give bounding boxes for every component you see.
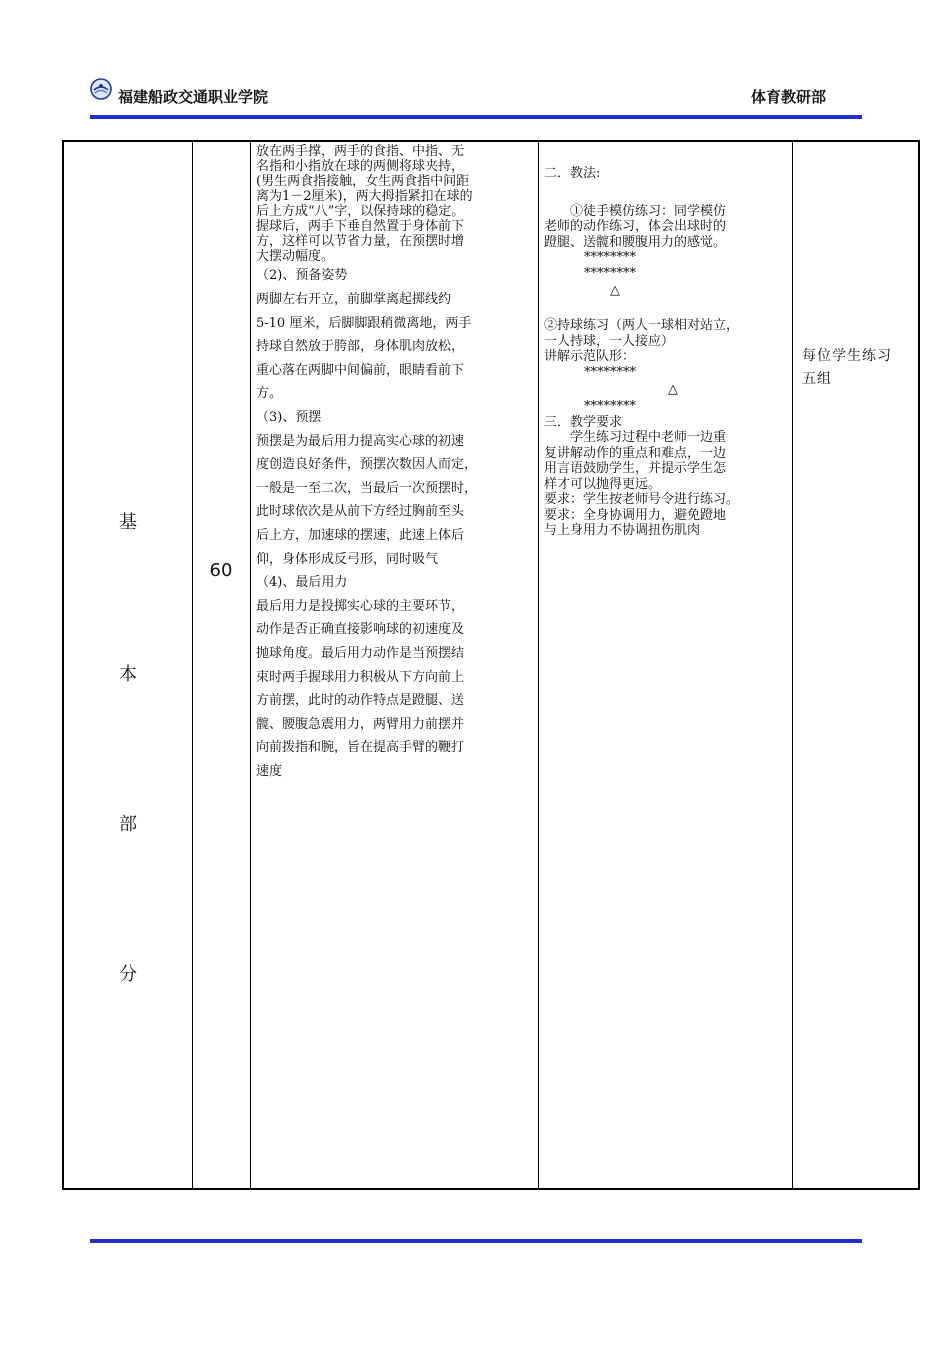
organization-line: 每位学生练习 <box>802 348 892 364</box>
requirements-heading: 三．教学要求 <box>544 414 623 430</box>
content-line: 名指和小指放在球的两侧将球夹持， <box>256 159 465 174</box>
method-line: 老师的动作练习，体会出球时的 <box>544 219 727 234</box>
requirement-line: 学生练习过程中老师一边重 <box>570 430 727 445</box>
formation-row: ******** <box>584 250 636 265</box>
column-divider <box>792 142 793 1188</box>
method-line: 讲解示范队形： <box>544 349 636 364</box>
requirement-line: 用言语鼓励学生，并提示学生怎 <box>544 461 727 476</box>
requirement-line: 样才可以抛得更远。 <box>544 476 662 492</box>
formation-row: ******** <box>584 265 636 281</box>
content-line: 速度 <box>256 763 283 779</box>
requirement-line: 要求：全身协调用力，避免蹬地 <box>544 507 727 523</box>
section-char: 基 <box>119 512 137 533</box>
content-line: 预摆是为最后用力提高实心球的初速 <box>256 433 465 449</box>
method-column <box>544 166 792 539</box>
content-column <box>256 144 538 783</box>
content-line: 方，这样可以节省力量，在预摆时增 <box>256 234 465 249</box>
teacher-marker: △ <box>668 382 678 397</box>
requirement-line: 要求：学生按老师号令进行练习。 <box>544 492 740 507</box>
content-line: 持球自然放于胯部，身体肌肉放松， <box>256 339 465 355</box>
content-line: 方。 <box>256 386 283 402</box>
content-line: （4)、最后用力 <box>256 575 348 591</box>
content-line: 束时两手握球用力积极从下方向前上 <box>256 669 465 685</box>
content-line: 仰，身体形成反弓形，同时吸气 <box>256 551 439 567</box>
school-name: 福建船政交通职业学院 <box>118 88 269 106</box>
duration-minutes: 60 <box>209 560 233 581</box>
requirement-line: 复讲解动作的重点和难点，一边 <box>544 445 727 461</box>
requirement-line: 与上身用力不协调扭伤肌肉 <box>544 523 701 538</box>
content-line: 动作是否正确直接影响球的初速度及 <box>256 622 465 638</box>
page-header <box>90 76 862 116</box>
content-line: （2)、预备姿势 <box>256 268 348 283</box>
content-line: 两脚左右开立，前脚掌离起掷线约 <box>256 292 452 307</box>
section-char: 本 <box>119 664 137 685</box>
section-char: 分 <box>119 964 137 985</box>
content-line: 方前摆，此时的动作特点是蹬腿、送 <box>256 693 465 709</box>
header-rule <box>90 115 862 119</box>
content-line: 此时球依次是从前下方经过胸前至头 <box>256 504 465 520</box>
section-char: 部 <box>119 814 137 835</box>
content-line: 向前拨指和腕，旨在提高手臂的鞭打 <box>256 740 465 756</box>
footer-rule <box>90 1239 862 1243</box>
content-line: 5-10 厘米，后脚脚跟稍微离地，两手 <box>256 315 472 331</box>
content-line: 度创造良好条件，预摆次数因人而定， <box>256 457 478 473</box>
method-line: ②持球练习（两人一球相对站立， <box>544 318 740 333</box>
content-line: 抛球角度。最后用力动作是当预摆结 <box>256 645 465 661</box>
content-line: 后上方，加速球的摆速，此速上体后 <box>256 527 465 543</box>
content-line: 重心落在两脚中间偏前，眼睛看前下 <box>256 362 465 378</box>
content-line: 后上方成“八”字，以保持球的稳定。 <box>256 204 465 219</box>
organization-column <box>802 345 918 391</box>
method-heading: 二．教法: <box>544 166 601 181</box>
column-divider <box>250 142 251 1188</box>
organization-line: 五组 <box>802 371 832 387</box>
content-line: 握球后，两手下垂自然置于身体前下 <box>256 219 465 234</box>
content-line: 最后用力是投掷实心球的主要环节， <box>256 598 465 614</box>
column-divider <box>538 142 539 1188</box>
formation-row: ******** <box>584 364 636 380</box>
method-line: ①徒手模仿练习：同学模仿 <box>570 203 727 219</box>
content-line: 一般是一至二次，当最后一次预摆时， <box>256 480 478 496</box>
method-line: 一人持球，一人接应） <box>544 333 675 349</box>
content-line: 离为1－2厘米)，两大拇指紧扣在球的 <box>256 189 473 204</box>
method-line: 蹬腿、送髋和腰腹用力的感觉。 <box>544 234 727 250</box>
content-line: 放在两手撑，两手的食指、中指、无 <box>256 144 465 159</box>
lesson-table <box>62 140 920 1190</box>
formation-row: ******** <box>584 399 636 414</box>
department-name: 体育教研部 <box>750 88 826 106</box>
teacher-marker: △ <box>610 283 620 298</box>
school-emblem-icon <box>90 78 112 100</box>
content-line: (男生两食指接触，女生两食指中间距 <box>256 174 470 189</box>
column-divider <box>192 142 193 1188</box>
content-line: 大摆动幅度。 <box>256 249 335 264</box>
content-line: （3)、预摆 <box>256 409 322 425</box>
content-line: 髋、腰腹急震用力，两臂用力前摆并 <box>256 716 465 732</box>
